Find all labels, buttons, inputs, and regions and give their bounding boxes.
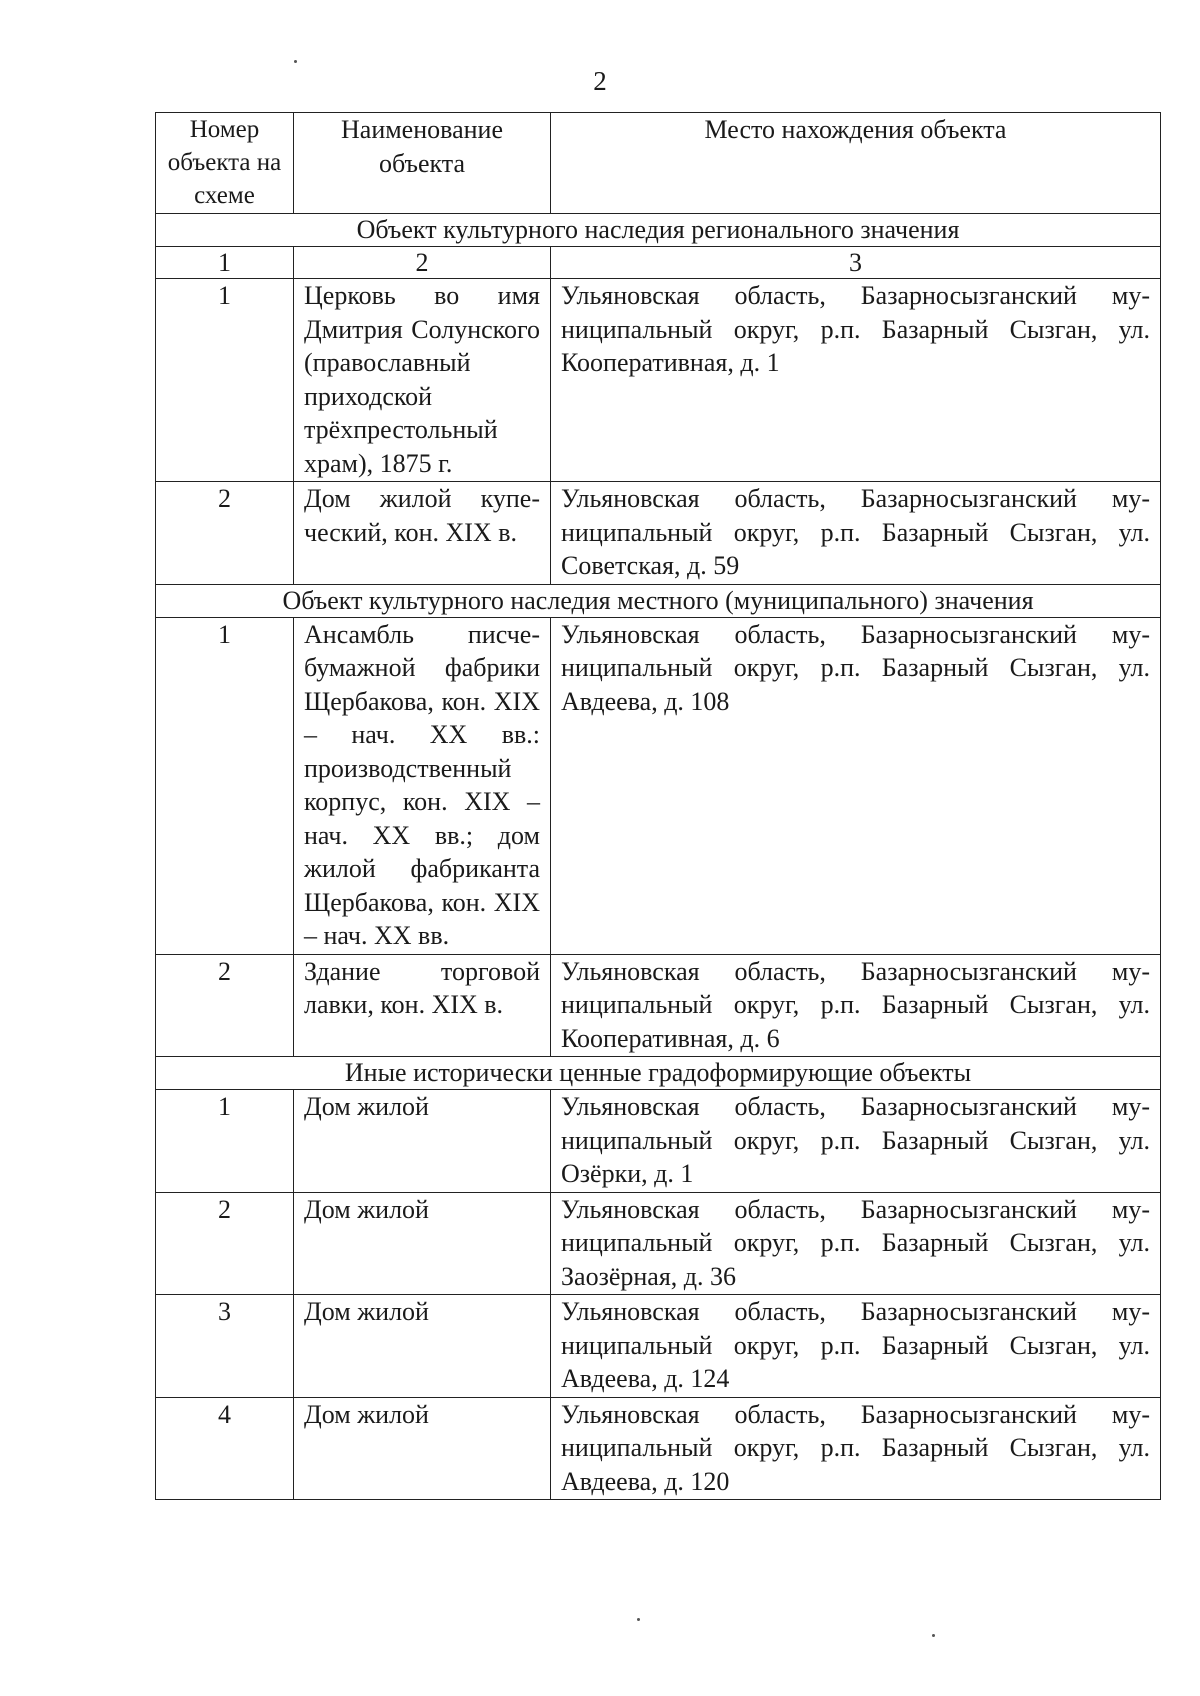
header-name: Наименование объекта [294, 113, 551, 214]
object-location: Ульяновская область, Базарносызганский муниципальный округ, р.п. Базарный Сызган, ул. Заозёрная, д. 36 [551, 1192, 1161, 1295]
table-row [156, 279, 1161, 482]
object-name: Дом жилой [294, 1295, 551, 1398]
table-row [156, 1090, 1161, 1193]
object-name: Дом жилой купеческий, кон. XIX в. [294, 482, 551, 585]
table-row [156, 1397, 1161, 1500]
object-location: Ульяновская область, Базарносызганский муниципальный округ, р.п. Базарный Сызган, ул. Кооперативная, д. 1 [551, 279, 1161, 482]
object-number: 1 [156, 279, 294, 482]
object-location: Ульяновская область, Базарносызганский муниципальный округ, р.п. Базарный Сызган, ул. Озёрки, д. 1 [551, 1090, 1161, 1193]
table-row [156, 1295, 1161, 1398]
object-name: Дом жилой [294, 1397, 551, 1500]
object-location: Ульяновская область, Базарносызганский муниципальный округ, р.п. Базарный Сызган, ул. Авдеева, д. 124 [551, 1295, 1161, 1398]
object-number: 3 [156, 1295, 294, 1398]
table-row [156, 954, 1161, 1057]
object-location: Ульяновская область, Базарносызганский муниципальный округ, р.п. Базарный Сызган, ул. Авдеева, д. 108 [551, 617, 1161, 954]
table-header [156, 113, 1161, 214]
scan-speck [637, 1618, 640, 1621]
scan-speck [932, 1634, 935, 1637]
object-number: 2 [156, 954, 294, 1057]
section-row [156, 584, 1161, 617]
object-name: Здание торговой лавки, кон. XIX в. [294, 954, 551, 1057]
object-number: 1 [156, 1090, 294, 1193]
object-location: Ульяновская область, Базарносызганский муниципальный округ, р.п. Базарный Сызган, ул. Кооперативная, д. 6 [551, 954, 1161, 1057]
page-number: 2 [593, 66, 607, 96]
column-number-row [156, 247, 1161, 279]
object-number: 2 [156, 1192, 294, 1295]
table-row [156, 617, 1161, 954]
object-name: Церковь во имя Дмитрия Солунского (православный приходской трёхпрестольный храм), 1875 г. [294, 279, 551, 482]
section-title: Объект культурного наследия регионального значения [156, 214, 1161, 247]
scan-speck [294, 60, 297, 63]
table-row [156, 1192, 1161, 1295]
object-name: Дом жилой [294, 1192, 551, 1295]
object-location: Ульяновская область, Базарносызганский муниципальный округ, р.п. Базарный Сызган, ул. Советская, д. 59 [551, 482, 1161, 585]
section-title: Иные исторически ценные градоформирующие объекты [156, 1057, 1161, 1090]
object-number: 2 [156, 482, 294, 585]
objects-table [155, 112, 1161, 1500]
section-row [156, 1057, 1161, 1090]
column-number: 1 [156, 247, 294, 279]
header-number: Номер объекта на схеме [156, 113, 294, 214]
section-title: Объект культурного наследия местного (муниципального) значения [156, 584, 1161, 617]
header-row [156, 113, 1161, 214]
section-row [156, 214, 1161, 247]
column-number: 2 [294, 247, 551, 279]
object-location: Ульяновская область, Базарносызганский муниципальный округ, р.п. Базарный Сызган, ул. Авдеева, д. 120 [551, 1397, 1161, 1500]
header-location: Место нахождения объекта [551, 113, 1161, 214]
object-name: Ансамбль писчебумажной фабрики Щербакова, кон. XIX – нач. XX вв.: производственный корпус, кон. XIX – нач. XX вв.; дом жилой фабриканта Щербакова, кон. XIX – нач. XX вв. [294, 617, 551, 954]
table-row [156, 482, 1161, 585]
table-body [156, 214, 1161, 1500]
object-name: Дом жилой [294, 1090, 551, 1193]
object-number: 4 [156, 1397, 294, 1500]
object-number: 1 [156, 617, 294, 954]
column-number: 3 [551, 247, 1161, 279]
